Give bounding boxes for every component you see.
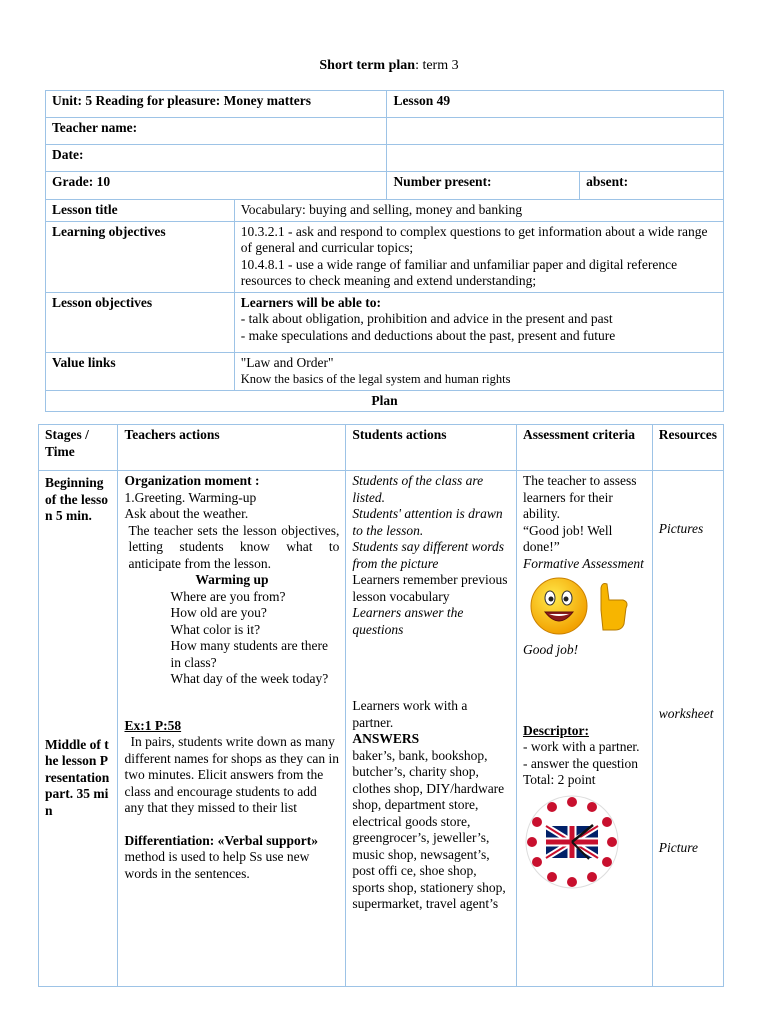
teachers-cell: Organization moment : 1.Greeting. Warming-up Ask about the weather. The teacher sets the lesson objectives, letting students know what to anticipate from the lesson. Warming up Where are you from? How old are you? What color is it? How many students are there in class? What day of the week today? Ex:1 P:58 In pairs, students write down as many different names for shops as they can in two minutes. Elicit answers from the class and encourage students to add any that they missed to their list Differentiation: «Verbal support» method is used to help Ss use new words in the sentences.: [118, 471, 346, 987]
resources-cell: Pictures worksheet Picture: [652, 471, 723, 987]
grade-cell: Grade: 10: [46, 172, 387, 200]
students-cell: Students of the class are listed. Students' attention is drawn to the lesson. Students say different words from the picture Learners remember previous lesson vocabulary Learners answer the questions Learners work with a partner. ANSWERS baker’s, bank, bookshop, butcher’s, charity shop, clothes shop, DIY/hardware shop, department store, electrical goods store, greengrocer’s, jeweller’s, music shop, newsagent’s, post offi ce, shoe shop, sports shop, stationery shop, supermarket, travel agent’s: [346, 471, 517, 987]
plan-heading: Plan: [46, 390, 724, 412]
header-assessment: Assessment criteria: [516, 425, 652, 471]
lesson-cell: Lesson 49: [387, 91, 724, 118]
date-cell: Date:: [46, 145, 387, 172]
assessment-cell: The teacher to assess learners for their ability. “Good job! Well done!” Formative Assessment Good job! Descriptor: - work with a partner. - answer the question Total: 2 point: [516, 471, 652, 987]
value-links-value: "Law and Order" Know the basics of the legal system and human rights: [234, 352, 723, 390]
lesson-objectives-label: Lesson objectives: [46, 292, 235, 352]
learning-objectives-value: 10.3.2.1 - ask and respond to complex questions to get information about a wide range of general and curricular topics; 10.4.8.1 - use a wide range of familiar and unfamiliar paper and digital reference resources to check meaning and extend understanding;: [234, 221, 723, 292]
unit-cell: Unit: 5 Reading for pleasure: Money matters: [46, 91, 387, 118]
thumbs-up-smiley-icon: [523, 576, 631, 636]
teacher-name-value: [387, 118, 724, 145]
header-stages: Stages / Time: [39, 425, 118, 471]
page-title: Short term plan: term 3: [319, 58, 459, 73]
header-students: Students actions: [346, 425, 517, 471]
uk-flag-clock-icon: [523, 793, 621, 891]
header-resources: Resources: [652, 425, 723, 471]
value-links-label: Value links: [46, 352, 235, 390]
number-present-cell: Number present:: [387, 172, 580, 200]
lesson-objectives-value: Learners will be able to: - talk about obligation, prohibition and advice in the present and past - make speculations and deductions about the past, present and future: [234, 292, 723, 352]
teacher-name-cell: Teacher name:: [46, 118, 387, 145]
lesson-info-table: [45, 90, 724, 412]
date-value: [387, 145, 724, 172]
plan-table: [38, 424, 724, 987]
learning-objectives-label: Learning objectives: [46, 221, 235, 292]
lesson-title-value: Vocabulary: buying and selling, money and banking: [234, 200, 723, 222]
header-teachers: Teachers actions: [118, 425, 346, 471]
lesson-title-label: Lesson title: [46, 200, 235, 222]
absent-cell: absent:: [580, 172, 724, 200]
stages-cell: Beginning of the lesson 5 min. Middle of the lesson Presentation part. 35 min: [39, 471, 118, 987]
